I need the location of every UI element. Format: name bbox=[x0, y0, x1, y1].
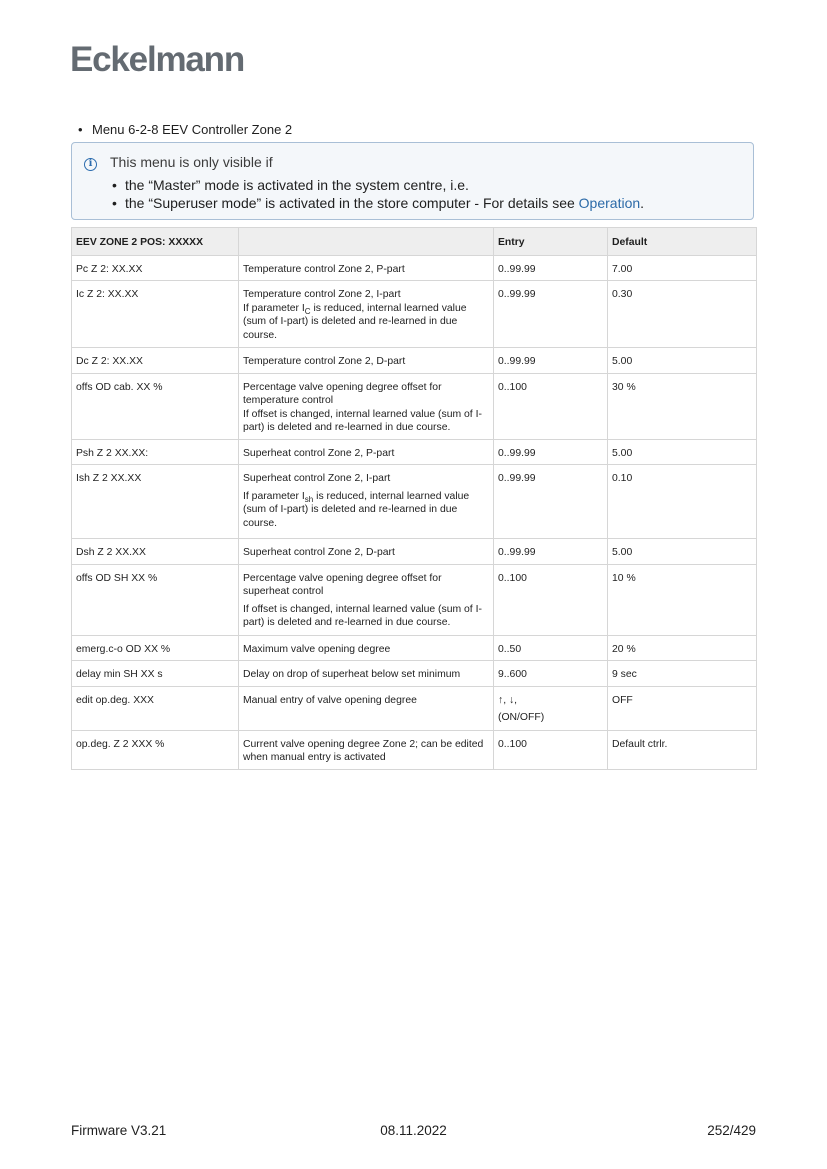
desc-cell: Delay on drop of superheat below set minimum bbox=[239, 661, 494, 687]
table-row bbox=[72, 439, 757, 465]
table-row bbox=[72, 373, 757, 439]
default-cell: Default ctrlr. bbox=[608, 730, 757, 769]
table-row bbox=[72, 281, 757, 348]
entry-cell: ↑, ↓, (ON/OFF) bbox=[494, 686, 608, 730]
param-cell: Psh Z 2 XX.XX: bbox=[72, 439, 239, 465]
param-cell: Ic Z 2: XX.XX bbox=[72, 281, 239, 348]
default-cell: 0.10 bbox=[608, 465, 757, 539]
default-cell: 7.00 bbox=[608, 255, 757, 281]
footer-page-number: 252/429 bbox=[707, 1123, 756, 1138]
param-cell: offs OD SH XX % bbox=[72, 564, 239, 635]
entry-cell: 0..100 bbox=[494, 373, 608, 439]
table-row bbox=[72, 465, 757, 539]
menu-heading bbox=[78, 122, 292, 137]
eckelmann-logo: Eckelmann bbox=[70, 40, 245, 79]
table-row bbox=[72, 661, 757, 687]
table-row bbox=[72, 539, 757, 565]
desc-cell: Superheat control Zone 2, D-part bbox=[239, 539, 494, 565]
desc-cell: Maximum valve opening degree bbox=[239, 635, 494, 661]
default-cell: 10 % bbox=[608, 564, 757, 635]
menu-title: Menu 6-2-8 EEV Controller Zone 2 bbox=[92, 122, 293, 137]
info-icon: i bbox=[84, 158, 97, 171]
column-header-entry: Entry bbox=[494, 228, 608, 256]
default-cell: 0.30 bbox=[608, 281, 757, 348]
list-item: • the “Superuser mode” is activated in the store computer - For details see Operation. bbox=[112, 195, 645, 211]
column-header-default: Default bbox=[608, 228, 757, 256]
desc-cell: Temperature control Zone 2, D-part bbox=[239, 348, 494, 374]
param-cell: edit op.deg. XXX bbox=[72, 686, 239, 730]
desc-cell: Percentage valve opening degree offset for temperature control If offset is changed, internal learned value (sum of I-part) is deleted and re-learned in due course. bbox=[239, 373, 494, 439]
table-row bbox=[72, 564, 757, 635]
default-cell: 5.00 bbox=[608, 348, 757, 374]
param-cell: offs OD cab. XX % bbox=[72, 373, 239, 439]
desc-cell: Manual entry of valve opening degree bbox=[239, 686, 494, 730]
entry-cell: 9..600 bbox=[494, 661, 608, 687]
param-cell: Dsh Z 2 XX.XX bbox=[72, 539, 239, 565]
desc-cell: Current valve opening degree Zone 2; can be edited when manual entry is activated bbox=[239, 730, 494, 769]
table-header-row bbox=[72, 228, 757, 256]
table-row bbox=[72, 348, 757, 374]
entry-cell: 0..100 bbox=[494, 564, 608, 635]
note-list bbox=[112, 176, 644, 212]
info-note bbox=[71, 142, 754, 220]
bullet: • bbox=[78, 122, 83, 137]
param-cell: Pc Z 2: XX.XX bbox=[72, 255, 239, 281]
footer-firmware: Firmware V3.21 bbox=[71, 1123, 167, 1138]
default-cell: 9 sec bbox=[608, 661, 757, 687]
table-row bbox=[72, 255, 757, 281]
note-lead: This menu is only visible if bbox=[110, 154, 273, 170]
desc-cell: Superheat control Zone 2, I-part If parameter $I_{sh}$ is reduced, internal learned value (sum of I-part) is deleted and re-learned in due course. bbox=[239, 465, 494, 539]
entry-cell: 0..99.99 bbox=[494, 439, 608, 465]
table-row bbox=[72, 730, 757, 769]
table-row bbox=[72, 635, 757, 661]
default-cell: OFF bbox=[608, 686, 757, 730]
entry-cell: 0..99.99 bbox=[494, 348, 608, 374]
desc-cell: Temperature control Zone 2, P-part bbox=[239, 255, 494, 281]
desc-cell: Temperature control Zone 2, I-part If parameter $I_C$ is reduced, internal learned value (sum of I-part) is deleted and re-learned in due course. bbox=[239, 281, 494, 348]
entry-cell: 0..99.99 bbox=[494, 465, 608, 539]
entry-cell: 0..99.99 bbox=[494, 255, 608, 281]
entry-cell: 0..100 bbox=[494, 730, 608, 769]
param-cell: op.deg. Z 2 XXX % bbox=[72, 730, 239, 769]
list-item: • the “Master” mode is activated in the system centre, i.e. bbox=[112, 177, 469, 193]
param-cell: emerg.c-o OD XX % bbox=[72, 635, 239, 661]
entry-cell: 0..99.99 bbox=[494, 539, 608, 565]
column-header-parameter: EEV ZONE 2 POS: XXXXX bbox=[72, 228, 239, 256]
entry-cell: 0..99.99 bbox=[494, 281, 608, 348]
entry-cell: 0..50 bbox=[494, 635, 608, 661]
default-cell: 5.00 bbox=[608, 439, 757, 465]
parameter-table bbox=[71, 227, 757, 770]
param-cell: Dc Z 2: XX.XX bbox=[72, 348, 239, 374]
param-cell: delay min SH XX s bbox=[72, 661, 239, 687]
default-cell: 5.00 bbox=[608, 539, 757, 565]
column-header-description bbox=[239, 228, 494, 256]
operation-link[interactable]: Operation bbox=[578, 195, 641, 211]
param-cell: Ish Z 2 XX.XX bbox=[72, 465, 239, 539]
desc-cell: Percentage valve opening degree offset for superheat control If offset is changed, internal learned value (sum of I-part) is deleted and re-learned in due course. bbox=[239, 564, 494, 635]
default-cell: 30 % bbox=[608, 373, 757, 439]
default-cell: 20 % bbox=[608, 635, 757, 661]
desc-cell: Superheat control Zone 2, P-part bbox=[239, 439, 494, 465]
table-row bbox=[72, 686, 757, 730]
footer-date: 08.11.2022 bbox=[380, 1123, 447, 1138]
